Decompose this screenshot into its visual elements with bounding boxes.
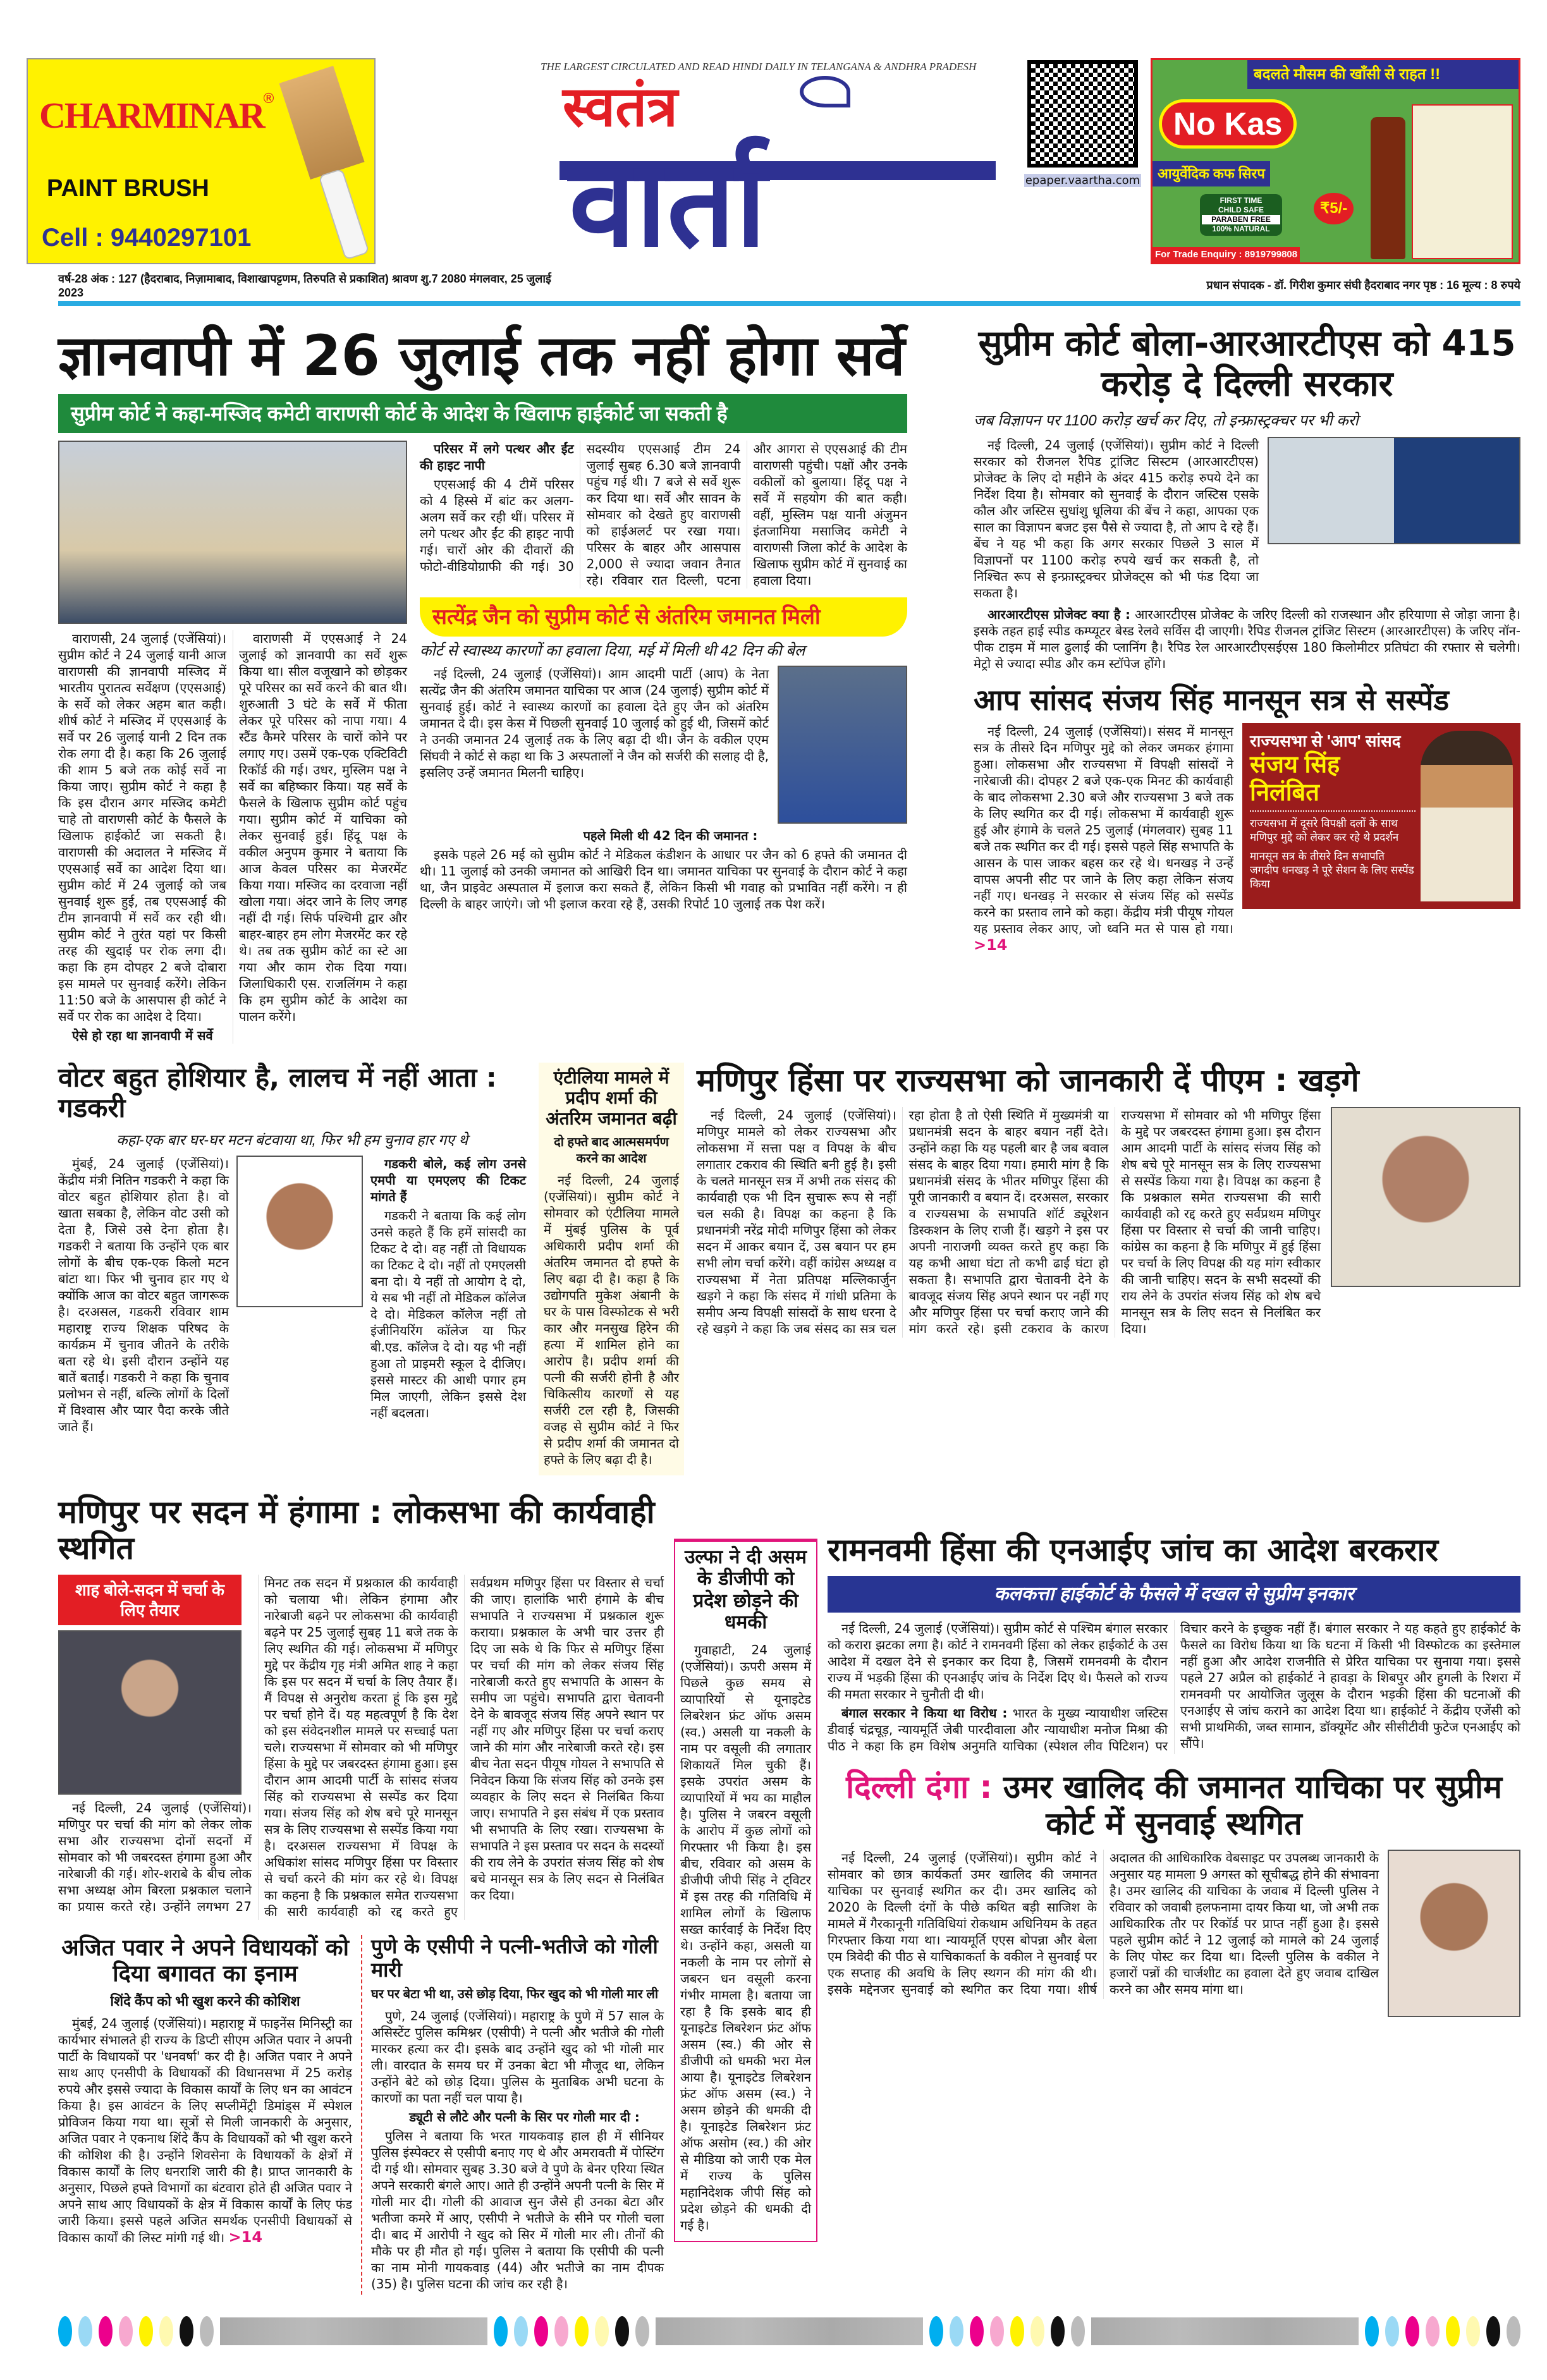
badge: PARABEN FREE [1202, 215, 1280, 224]
gray-strip [656, 2317, 923, 2345]
jain-headline[interactable]: सत्येंद्र जैन को सुप्रीम कोर्ट से अंतरिम जमानत मिली [420, 597, 907, 637]
paragraph: आरआरटीएस प्रोजेक्ट के जरिए दिल्ली को राजस्थान और हरियाणा से जोड़ा जाना है। इसके तहत हाई स्पीड कम्प्यूटर बेस्ड रेलवे सर्विस दी जाएगी। रैपिड रीजनल ट्रांजिट सिस्टम (आरआरटीएस) के जरिए नॉन-पीक टाइम में माल ढुलाई की प्लानिंग है। रैपिड रेल आरआरटीएसईएस 180 किलोमीटर प्रतिघंटा की रफ्तार से चलेगी। मेट्रो से ज्यादा स्पीड और कम स्टॉपेज होंगे। [974, 606, 1520, 671]
color-dot [119, 2316, 133, 2346]
color-dot [99, 2316, 113, 2346]
paragraph: मुंबई, 24 जुलाई (एजेंसियां)। महाराष्ट्र में फाइनेंस मिनिस्ट्री का कार्यभार संभालते ही राज्य के डिप्टी सीएम अजित पवार ने अपनी पार्टी के विधायकों पर 'धनवर्षा' कर दी है। अजित पवार ने अपने साथ आए एनसीपी के विधायकों की विधानसभा में 25 करोड़ रुपये और इससे ज्यादा के विकास कार्यों के लिए धन का आवंटन किया है। इस आवंटन के लिए सप्लीमेंट्री डिमांड्स में स्पेशल प्रोविजन किया गया था। सूत्रों से मिली जानकारी के अनुसार, अजित पवार ने एकनाथ शिंदे कैंप के विधायकों को भी खुश करने की कोशिश की है। उन्होंने शिवसेना के विधायकों के क्षेत्रों में विकास कार्यों के लिए धनराशि जारी की है। प्राप्त जानकारी के अनुसार, पिछले हफ्ते विभागों का बंटवारा होते ही अजित पवार ने अपने साथ आए विधायकों के क्षेत्र में विकास कार्यों के लिए फंड जारी किया। इससे पहले अजित समर्थक एनसीपी विधायकों से विकास कार्यों की लिस्ट मांगी गई थी। [58, 2015, 352, 2245]
masthead [0, 0, 1547, 310]
gadkari-photo [236, 1156, 363, 1307]
column-divider [361, 1935, 362, 2295]
paragraph: पुलिस ने बताया कि भरत गायकवाड़ हाल ही में सीनियर पुलिस इंस्पेक्टर से एसीपी बनाए गए थे और अमरावती में पोस्टिंग दी गई थी। सोमवार सुबह 3.30 बजे वे पुणे के बेनर एरिया स्थित अपने सरकारी बंगले आए। आते ही उन्होंने अपनी पत्नी के सिर में गोली मार दी। गोली की आवाज सुन जैसे ही उनका बेटा और भतीजा कमरे में आए, एसीपी ने भतीजे के सीने पर गोली चला दी। बाद में आरोपी ने खुद को सिर में गोली मार ली। तीनों की मौके पर ही मौत हो गई। पुलिस ने बताया कि एसीपी की पत्नी का नाम मोनी गायकवाड़ (44) और भतीजे का नाम दीपक (35) है। पुलिस घटना की जांच कर रही है। [371, 2128, 664, 2292]
color-dot [970, 2316, 984, 2346]
gadkari-headline[interactable]: वोटर बहुत होशियार है, लालच में नहीं आता : गडकरी [58, 1062, 497, 1124]
dateline-left: वर्ष-28 अंक : 127 (हैदराबाद, निज़ामाबाद, विशाखापट्टणम, तिरुपति से प्रकाशित) श्रावण शु.7 2080 मंगलवार, 25 जुलाई 2023 [58, 272, 551, 299]
subhead: ड्यूटी से लौटे और पत्नी के सिर पर गोली मार दी : [409, 2109, 640, 2125]
umar-body [828, 1850, 1379, 1999]
color-dot [615, 2316, 629, 2346]
aap-box-main: संजय सिंह निलंबित [1250, 751, 1416, 812]
ad-product: PAINT BRUSH [47, 175, 209, 202]
kharge-body [697, 1107, 1321, 1338]
logo-main: वार्ता [569, 137, 767, 271]
left-column-bottom [58, 1494, 664, 2295]
color-dot [950, 2316, 963, 2346]
jain-photo [778, 666, 907, 824]
color-dot [514, 2316, 528, 2346]
antilia-headline[interactable]: एंटीलिया मामले में प्रदीप शर्मा की अंतरिम जमानत बढ़ी [546, 1067, 677, 1129]
color-dot [595, 2316, 609, 2346]
syrup-bottle-icon [1371, 117, 1405, 259]
gyanvapi-body [58, 630, 407, 1044]
ad-trade: For Trade Enquiry : 8919799808 [1153, 247, 1300, 262]
paragraph: मुंबई, 24 जुलाई (एजेंसियां)। केंद्रीय मंत्री नितिन गडकरी ने कहा कि वोटर बहुत होशियार होता है। वो खाता सबका है, लेकिन वोट उसी को देता है, जिसे उसे देना होता है। गडकरी ने बताया कि उन्होंने एक बार लोगों के बीच एक-एक किलो मटन बांटा था। फिर भी चुनाव हार गए थे क्योंकि आज का वोटर बहुत जागरूक है। दरअसल, गडकरी रविवार शाम महाराष्ट्र राज्य शिक्षक परिषद के कार्यक्रम में चुनाव जीतने के तरीके बता रहे थे। इसी दौरान उन्होंने यह बातें बताईं। गडकरी ने कहा कि चुनाव प्रलोभन से नहीं, बल्कि लोगों के दिलों में विश्वास और प्यार पैदा करके जीते जाते हैं। [58, 1156, 229, 1434]
ad-brand: CHARMINAR [39, 95, 264, 136]
pawar-story [58, 1935, 352, 2249]
kharge-story [697, 1063, 1520, 1338]
paragraph: वाराणसी, 24 जुलाई (एजेंसियां)। सुप्रीम कोर्ट ने 24 जुलाई यानी आज वाराणसी की ज्ञानवापी मस्जिद में भारतीय पुरातत्व सर्वेक्षण (एएसआई) के सर्वे को लेकर अहम बात कही। शीर्ष कोर्ट ने मस्जिद में एएसआई के सर्वे पर 26 जुलाई यानी 2 दिन तक रोक लगा दी है। कहा कि 26 जुलाई की शाम 5 बजे तक कोई सर्वे ना किया जाए। सुप्रीम कोर्ट ने कहा है कि इस दौरान अगर मस्जिद कमेटी चाहे तो वाराणसी कोर्ट के फैसले के खिलाफ हाईकोर्ट जा सकती है। वाराणसी की अदालत ने मस्जिद में एएसआई सर्वे का आदेश दिया था। सुप्रीम कोर्ट में 24 जुलाई को जब सुनवाई शुरू हुई, तब एएसआई की टीम ज्ञानवापी में सर्वे कर रही थी। सुप्रीम कोर्ट ने तुरंत यहां पर किसी तरह की खुदाई पर रोक लगा दी। कहा कि हम दोपहर 2 बजे दोबारा इस मामले पर सुनवाई करेंगे। लेकिन 11:50 बजे के आसपास ही कोर्ट ने सर्वे पर रोक का आदेश दे दिया। [58, 631, 226, 1025]
masthead-tagline: THE LARGEST CIRCULATED AND READ HINDI DAILY IN TELANGANA & ANDHRA PRADESH [541, 61, 977, 73]
kharge-photo [1331, 1107, 1520, 1287]
lead-strap: सुप्रीम कोर्ट ने कहा-मस्जिद कमेटी वाराणसी कोर्ट के आदेश के खिलाफ हाईकोर्ट जा सकती है [58, 394, 907, 433]
ad-brand-nokas: No Kas [1159, 99, 1297, 149]
color-dot [1030, 2316, 1044, 2346]
gray-strip [1091, 2317, 1359, 2345]
paragraph: इसके पहले 26 मई को सुप्रीम कोर्ट ने मेडिकल कंडीशन के आधार पर जैन को 6 हफ्ते की जमानत दी थी। 11 जुलाई को उनकी जमानत को आखिरी दिन था। जमानत याचिका पर सुनवाई के दौरान कोर्ट ने कहा था, जैन प्राइवेट अस्पताल में इलाज करा सकते हैं, लेकिन किसी भी गवाह को प्रभावित नहीं करेंगे। न ही दिल्ली के बाहर जाएंगे। जो भी इलाज करवा रहे हैं, उसकी रिपोर्ट 10 जुलाई तक पेश करें। [420, 847, 907, 912]
ad-price: ₹5/- [1314, 193, 1354, 224]
ad-reg: ® [262, 91, 276, 107]
color-dot [494, 2316, 508, 2346]
subhead: ऐसे हो रहा था ज्ञानवापी में सर्वे [72, 1028, 213, 1044]
color-dot [1051, 2316, 1065, 2346]
right-column-top [974, 324, 1520, 956]
jain-strap: कोर्ट से स्वास्थ्य कारणों का हवाला दिया, मई में मिली थी 42 दिन की बेल [420, 642, 805, 660]
sanjay-singh-photo [1421, 731, 1513, 901]
gadkari-story [58, 1063, 526, 1437]
rrts-strap: जब विज्ञापन पर 1100 करोड़ खर्च कर दिए, तो इन्फ्रास्ट्रक्चर पर भी करो [974, 412, 1359, 429]
paragraph: नई दिल्ली, 24 जुलाई (एजेंसियां)। सुप्रीम कोर्ट ने सोमवार को छात्र कार्यकर्ता उमर खालिद की जमानत याचिका पर सुनवाई स्थगित कर दी। उमर खालिद को 2020 के दिल्ली दंगों के पीछे कथित बड़ी साजिश के मामले में गैरकानूनी गतिविधियां रोकथाम अधिनियम के तहत गिरफ्तार किया गया था। न्यायमूर्ति एएस बोपन्ना और बेला एम त्रिवेदी की पीठ से याचिकाकर्ता के वकील ने सुनवाई पर एक सप्ताह की अवधि के लिए स्थगन की मांग की थी। इसके मद्देनजर सुनवाई को स्थगित कर दिया गया। शीर्ष अदालत की आधिकारिक वेबसाइट पर उपलब्ध जानकारी के अनुसार यह मामला 9 अगस्त को सूचीबद्ध होने की संभावना है। उमर खालिद की याचिका के जवाब में दिल्ली पुलिस ने रविवार को जवाबी हलफनामा दायर किया था, जो अभी तक आधिकारिक तौर पर रिकॉर्ड पर प्राप्त नहीं हुआ है। इससे पहले सुप्रीम कोर्ट ने 12 जुलाई को मामले को 24 जुलाई के लिए पोस्ट कर दिया था। दिल्ली पुलिस के वकील ने हजारों पन्नों की चार्जशीट का हवाला देते हुए जवाब दाखिल करने का और समय मांगा था। [828, 1850, 1379, 1998]
lead-story [58, 324, 907, 1044]
paragraph: नई दिल्ली, 24 जुलाई (एजेंसियां)। सुप्रीम कोर्ट ने दिल्ली सरकार को रीजनल रैपिड ट्रांजिट सिस्टम (आरआरटीएस) प्रोजेक्ट के लिए दो महीने के अंदर 415 करोड़ रुपये देने का निर्देश दिया है। सोमवार को सुनवाई के दौरान जस्टिस एसके कौल और जस्टिस सुधांशु धूलिया की बेंच ने कहा, आपका एक साल का विज्ञापन बजट इस पैसे से ज्यादा है, तो आप दे रहे हैं। बेंच ने यह भी कहा कि अगर सरकार पिछले 3 साल में विज्ञापनों पर 1100 करोड़ रुपये खर्च कर सकती है, तो निश्चित रूप से इन्फ्रास्ट्रक्चर प्रोजेक्ट्स को भी फंड दिया जा सकता है। [974, 437, 1259, 601]
ramnavami-headline[interactable]: रामनवमी हिंसा की एनआईए जांच का आदेश बरकरार [828, 1531, 1438, 1568]
color-dot [1010, 2316, 1024, 2346]
ad-phone: Cell : 9440297101 [42, 224, 252, 252]
color-dot [635, 2316, 649, 2346]
continued-link[interactable]: >14 [228, 2228, 263, 2246]
paragraph: गडकरी ने बताया कि कई लोग उनसे कहते हैं कि हमें सांसदी का टिकट दे दो। वह नहीं तो विधायक का टिकट दे दो। नहीं तो एमएलसी बना दो। ये नहीं तो आयोग दे दो, ये सब भी नहीं तो मेडिकल कॉलेज दे दो। मेडिकल कॉलेज नहीं तो इंजीनियरिंग कॉलेज या फिर बी.एड. कॉलेज दे दो। यह भी नहीं हुआ तो प्राइमरी स्कूल दे दीजिए। इससे मास्टर की आधी पगार हम मिल जाएगी, लेकिन इससे देश नहीं बदलता। [370, 1207, 526, 1420]
paragraph: गुवाहाटी, 24 जुलाई (एजेंसियां)। ऊपरी असम में पिछले कुछ समय से व्यापारियों से यूनाइटेड लिबरेशन फ्रंट ऑफ असम (स्व.) असली या नकली के नाम पर वसूली की लगातार शिकायतें मिल चुकी हैं। इसके उपरांत असम के व्यापारियों में भय का माहौल है। पुलिस ने जबरन वसूली के आरोप में कुछ लोगों को गिरफ्तार भी किया है। इस बीच, रविवार को असम के डीजीपी जीपी सिंह ने ट्विटर में इस तरह की गतिविधि में शामिल लोगों के खिलाफ सख्त कार्रवाई के निर्देश दिए थे। उन्होंने कहा, असली या नकली के नाम पर लोगों से जबरन धन वसूली करना गंभीर मामला है। बताया जा रहा है कि इसके बाद ही यूनाइटेड लिबरेशन फ्रंट ऑफ असम (स्व.) की ओर से डीजीपी को धमकी भरा मेल आया है। यूनाइटेड लिबरेशन फ्रंट ऑफ असम (स्व.) ने असम छोड़ने की धमकी दी है। यूनाइटेड लिबरेशन फ्रंट ऑफ असोम (स्व.) की ओर से मीडिया को जारी एक मेल में राज्य के पुलिस महानिदेशक जीपी सिंह को प्रदेश छोड़ने की धमकी दी गई है। [680, 1642, 811, 2233]
registration-color-bar [58, 2314, 1520, 2348]
pawar-body [58, 2015, 352, 2246]
rrts-body [974, 437, 1259, 604]
paragraph: नई दिल्ली, 24 जुलाई (एजेंसियां)। सुप्रीम कोर्ट ने सोमवार को एंटीलिया मामले में मुंबई पुलिस के पूर्व अधिकारी प्रदीप शर्मा की अंतरिम जमानत दो हफ्ते के लिए बढ़ा दी है। कहा है कि उद्योगपति मुकेश अंबानी के घर के पास विस्फोटक से भरी कार और मनसुख हिरेन की हत्या में शामिल होने का आरोप है। प्रदीप शर्मा की पत्नी की सर्जरी होनी है और चिकित्सीय कारणों से यह सर्जरी टल रही है, जिसकी वजह से सुप्रीम कोर्ट ने फिर से प्रदीप शर्मा की जमानत दो हफ्ते के लिए बढ़ा दी है। [544, 1172, 679, 1467]
ramnavami-strap: कलकत्ता हाईकोर्ट के फैसले में दखल से सुप्रीम इनकार [828, 1576, 1520, 1613]
pune-body [371, 2008, 664, 2292]
color-dot [1466, 2316, 1480, 2346]
loksabha-body [58, 1575, 664, 1920]
paragraph: नई दिल्ली, 24 जुलाई (एजेंसियां)। संसद में मानसून सत्र के तीसरे दिन मणिपुर मुद्दे को लेकर जमकर हंगामा हुआ। लोकसभा और राज्यसभा में विपक्षी सांसदों ने नारेबाजी की। दोपहर 2 बजे एक-एक मिनट की कार्यवाही के बाद लोकसभा 2.30 बजे और राज्यसभा 3 बजे तक के लिए स्थगित कर दी गई। लोकसभा में कार्यवाही शुरू हुई और हंगामे के चलते 25 जुलाई (मंगलवार) सुबह 11 बजे तक स्थगित कर दी गई। इससे पहले सिंह सभापति के आसन के पास जाकर बहस कर रहे थे। धनखड़ ने उन्हें वापस अपनी सीट पर जाने के लिए कहा लेकिन संजय नहीं गए। धनखड़ ने सरकार से संजय सिंह को सस्पेंड करने का प्रस्ताव लाने को कहा। केंद्रीय मंत्री पीयूष गोयल यह प्रस्ताव लेकर आए, जो ध्वनि मत से पास हो गया। [974, 723, 1233, 936]
color-dot [1385, 2316, 1399, 2346]
brush-handle-icon [318, 168, 369, 260]
rrts-photo [1268, 437, 1520, 544]
ad-nokas[interactable] [1151, 58, 1520, 264]
color-dot [1365, 2316, 1379, 2346]
color-dot [139, 2316, 153, 2346]
masthead-rule [58, 301, 1520, 306]
umar-headline-text: उमर खालिद की जमानत याचिका पर सुप्रीम कोर्ट में सुनवाई स्थगित [1003, 1769, 1502, 1842]
aap-headline[interactable]: आप सांसद संजय सिंह मानसून सत्र से सस्पेंड [974, 682, 1450, 717]
color-dot [554, 2316, 568, 2346]
paragraph: नई दिल्ली, 24 जुलाई (एजेंसियां)। आम आदमी पार्टी (आप) के नेता सत्येंद्र जैन की अंतरिम जमानत याचिका पर आज (24 जुलाई) सुप्रीम कोर्ट में सुनवाई हुई। कोर्ट ने स्वास्थ्य कारणों का हवाला देते हुए जैन को अंतरिम जमानत दे दी। इस केस में पिछली सुनवाई 10 जुलाई को हुई थी, जिसमें कोर्ट ने उनकी जमानत 24 जुलाई तक के लिए बढ़ा दी थी। जैन के वकील एएम सिंघवी ने कोर्ट से कहा था कि 3 अस्पतालों ने जैन को सर्जरी की सलाह दी है, इसलिए उन्हें जमानत मिलनी चाहिए। [420, 666, 769, 781]
aap-bullet: राज्यसभा में दूसरे विपक्षी दलों के साथ मणिपुर मुद्दे को लेकर कर रहे थे प्रदर्शन [1250, 817, 1399, 844]
paragraph: वाराणसी में एएसआई ने 24 जुलाई को ज्ञानवापी का सर्वे शुरू किया था। सील वजूखाने को छोड़कर पूरे परिसर का सर्वे करने की बात थी। शुरुआती 3 घंटे के सर्वे में फीता लेकर पूरे परिसर को नापा गया। 4 स्टैंड कैमरे परिसर के चारों कोने पर लगाए गए। उसमें एक-एक एक्टिविटी रिकॉर्ड की गई। उधर, मुस्लिम पक्ष ने सर्वे का बहिष्कार किया। यह सर्वे के फैसले के खिलाफ सुप्रीम कोर्ट पहुंच गया। सुप्रीम कोर्ट में याचिका को लेकर सुनवाई हुई। हिंदू पक्ष के वकील अनुपम कुमार ने बताया कि आज केवल परिसर का मेजरमेंट किया गया। मस्जिद का दरवाजा नहीं खोला गया। अंदर जाने के लिए जगह नहीं दी गई। सिर्फ पश्चिमी द्वार और बाहर-बाहर हम लोग मेजरमेंट कर रहे थे। तब तक सुप्रीम कोर्ट का स्टे आ गया और काम रोक दिया गया। जिलाधिकारी एस. राजलिंगम ने कहा कि हम सुप्रीम कोर्ट के आदेश का पालन करेंगे। [239, 631, 407, 1025]
gadkari-strap: कहा-एक बार घर-घर मटन बंटवाया था, फिर भी हम चुनाव हार गए थे [116, 1131, 468, 1148]
ad-headline: बदलते मौसम की खाँसी से राहत !! [1247, 60, 1519, 89]
antilia-box [539, 1063, 684, 1475]
color-dot [1446, 2316, 1460, 2346]
gray-strip [220, 2317, 487, 2345]
paragraph: नई दिल्ली, 24 जुलाई (एजेंसियां)। मणिपुर मामले को लेकर राज्यसभा और लोकसभा में सत्ता पक्ष व विपक्ष के बीच लगातार टकराव की स्थिति बनी हुई है। इसी के चलते मानसून सत्र में अभी तक संसद की कार्यवाही एक भी दिन सुचारू रूप से नहीं चल सकी है। विपक्ष का कहना है कि प्रधानमंत्री नरेंद्र मोदी मणिपुर हिंसा को लेकर सदन में आकर बयान दें, उस बयान पर हम सभी लोग चर्चा करेंगे। वहीं कांग्रेस अध्यक्ष व राज्यसभा में नेता प्रतिपक्ष मल्लिकार्जुन खड़गे ने कहा कि संसद में गांधी प्रतिमा के समीप अन्य विपक्षी सांसदों के साथ धरना दे रहे खड़गे ने कहा कि जब संसद का सत्र चल रहा होता है तो ऐसी स्थिति में मुख्यमंत्री या प्रधानमंत्री सदन के बाहर बयान नहीं देते। उन्होंने कहा कि यह पहली बार है जब बवाल संसद के बाहर दिया गया। हमारी मांग है कि प्रधानमंत्री संसद के भीतर मणिपुर हिंसा की पूरी जानकारी व बयान दें। दरअसल, सरकार व राज्यसभा के सभापति शॉर्ट ड्यूरेशन डिस्कशन के लिए राजी हैं। खड़गे ने इस पर अपनी नाराजगी व्यक्त करते हुए कहा कि यह कभी आधा घंटा तो कभी ढाई घंटा हो सकता है। सभापति द्वारा चेतावनी देने के बावजूद संजय सिंह अपने स्थान पर नहीं गए और मणिपुर हिंसा पर चर्चा कराए जाने की मांग करते रहे। इसी टकराव के कारण राज्यसभा में सोमवार को भी मणिपुर हिंसा के मुद्दे पर जबरदस्त हंगामा हुआ। इस दौरान आम आदमी पार्टी के सांसद संजय सिंह को शेष बचे पूरे मानसून सत्र के लिए राज्यसभा से सस्पेंड किया गया है। विपक्ष का कहना है कि प्रश्नकाल समेत राज्यसभा की सारी कार्यवाही को रद्द करते हुए सर्वप्रथम मणिपुर हिंसा पर विस्तार से चर्चा की जानी चाहिए। कांग्रेस का कहना है कि मणिपुर में हुई हिंसा पर चर्चा के लिए विपक्ष की यह मांग स्वीकार की जानी चाहिए। सदन के सभी सदस्यों की राय लेने के उपरांत संजय सिंह को शेष बचे मानसून सत्र के लिए सदन से निलंबित कर दिया। [697, 1107, 1321, 1336]
subhead: पहले मिली थी 42 दिन की जमानत : [583, 828, 758, 844]
paragraph: भारत के मुख्य न्यायाधीश जस्टिस डीवाई चंद्रचूड़, न्यायमूर्ति जेबी पारदीवाला और न्यायाधीश मनोज मिश्रा की पीठ ने कहा कि हम विशेष अनुमति याचिका (स्पेशल लीव पिटिशन) पर विचार करने के इच्छुक नहीं हैं। बंगाल सरकार ने यह कहते हुए हाईकोर्ट के फैसले का विरोध किया था कि घटना में किसी भी विस्फोटक का इस्तेमाल नहीं हुआ और आदेश राजनीति से प्रेरित याचिका पर सुनाया गया। इससे पहले 27 अप्रैल को हाईकोर्ट ने हावड़ा के शिबपुर और हुगली के रिशरा में रामनवमी पर आयोजित जुलूस के दौरान भड़की हिंसा की घटनाओं की एनआईए से जांच कराने का आदेश दिया था। हाईकोर्ट ने केंद्रीय एजेंसी को सभी प्राथमिकी, जब्त सामान, डॉक्यूमेंट और सीसीटीवी फुटेज एनआईए को सौंपे। [828, 1621, 1520, 1754]
subhead: परिसर में लगे पत्थर और ईंट की हाइट नापी [420, 441, 574, 473]
color-dot [1486, 2316, 1500, 2346]
epaper-link[interactable]: epaper.vaartha.com [1025, 174, 1140, 187]
badge: FIRST TIME [1220, 196, 1263, 205]
aap-bullet: मानसून सत्र के तीसरे दिन सभापति जगदीप धनखड़ ने पूरे सेशन के लिए सस्पेंड किया [1250, 850, 1414, 891]
rrts-body-2 [974, 606, 1520, 672]
rrts-headline[interactable]: सुप्रीम कोर्ट बोला-आरआरटीएस को 415 करोड़ दे दिल्ली सरकार [978, 323, 1516, 405]
paragraph: पुणे, 24 जुलाई (एजेंसियां)। महाराष्ट्र के पुणे में 57 साल के असिस्टेंट पुलिस कमिश्नर (एसीपी) ने पत्नी और भतीजे की गोली मारकर हत्या कर दी। इसके बाद उन्होंने खुद को भी गोली मार ली। वारदात के समय घर में उनका बेटा भी मौजूद था, लेकिन उन्होंने बेटे को छोड़ दिया। पुलिस के मुताबिक अभी घटना के कारणों का पता नहीं चल पाया है। [371, 2008, 664, 2106]
ad-product-nokas: आयुर्वेदिक कफ सिरप [1153, 161, 1270, 186]
color-dot [929, 2316, 943, 2346]
ulfa-headline[interactable]: उल्फा ने दी असम के डीजीपी को प्रदेश छोड़ने की धमकी [684, 1546, 807, 1634]
color-dot [1507, 2316, 1520, 2346]
color-dot [1426, 2316, 1440, 2346]
jain-body-2 [420, 827, 907, 912]
badge: CHILD SAFE [1218, 205, 1264, 214]
umar-headline[interactable] [828, 1769, 1520, 1842]
badge: 100% NATURAL [1212, 224, 1270, 233]
color-dot [78, 2316, 92, 2346]
amit-shah-photo [58, 1630, 242, 1795]
ad-badges [1200, 194, 1282, 236]
paint-brush-icon [279, 66, 364, 180]
dateline-right: प्रधान संपादक - डॉ. गिरीश कुमार संघी हैदराबाद नगर पृष्ठ : 16 मूल्य : 8 रुपये [1206, 279, 1520, 291]
subhead: आरआरटीएस प्रोजेक्ट क्या है : [988, 606, 1131, 622]
color-dot [575, 2316, 589, 2346]
color-dot [990, 2316, 1004, 2346]
umar-khalid-photo [1388, 1850, 1520, 2017]
kharge-headline[interactable]: मणिपुर हिंसा पर राज्यसभा को जानकारी दें पीएम : खड़गे [697, 1062, 1359, 1099]
lead-headline[interactable]: ज्ञानवापी में 26 जुलाई तक नहीं होगा सर्वे [58, 323, 905, 388]
paragraph: एएसआई की 4 टीमें परिसर को 4 हिस्से में बांट कर अलग-अलग सर्वे कर रही थीं। परिसर में लगे पत्थर और ईंट की हाइट नापी गई। चारों ओर की दीवारों की फोटो-वीडियोग्राफी की गई। 30 सदस्यीय एएसआई टीम 24 जुलाई सुबह 6.30 बजे ज्ञानवापी पहुंच गई थी। 7 बजे से सर्वे शुरू कर दिया था। सर्वे और सावन के सोमवार को देखते हुए वाराणसी को हाईअलर्ट पर रखा गया। परिसर के बाहर और आसपास 2,000 से ज्यादा जवान तैनात रहे। रविवार रात दिल्ली, पटना और आगरा से एएसआई की टीम वाराणसी पहुंची। पक्षों और उनके वकीलों को बुलाया। हिंदू पक्ष ने सर्वे में सहयोग की बात कही। वहीं, मुस्लिम पक्ष यानी अंजुमन इंतजामिया मसाजिद कमेटी ने वाराणसी जिला कोर्ट के आदेश के खिलाफ सुप्रीम कोर्ट में सुनवाई का हवाला दिया। [420, 441, 907, 589]
color-dot [159, 2316, 173, 2346]
subhead: बंगाल सरकार ने किया था विरोध : [841, 1706, 1008, 1721]
umar-headline-accent: दिल्ली दंगा : [846, 1769, 993, 1806]
aap-graphic [1242, 723, 1520, 909]
product-box-icon [1412, 104, 1513, 259]
color-dot [58, 2316, 72, 2346]
pune-strap: घर पर बेटा भी था, उसे छोड़ दिया, फिर खुद को भी गोली मार ली [371, 1987, 659, 2002]
aap-body [974, 723, 1233, 956]
gadkari-body-2 [370, 1156, 526, 1424]
ramnavami-body [828, 1620, 1520, 1754]
pawar-strap: शिंदे कैंप को भी खुश करने की कोशिश [110, 1992, 300, 2009]
right-column-bottom [828, 1494, 1520, 2018]
qr-code[interactable] [1027, 60, 1138, 168]
continued-link[interactable]: >14 [974, 936, 1008, 954]
jain-body [420, 666, 769, 783]
gyanvapi-photo [58, 441, 407, 624]
ad-charminar[interactable] [27, 58, 376, 264]
pune-story [371, 1935, 664, 2295]
shah-box: शाह बोले-सदन में चर्चा के लिए तैयार [58, 1575, 242, 1625]
logo-top: स्वतंत्र [563, 75, 678, 138]
color-dot [180, 2316, 193, 2346]
antilia-strap: दो हफ्ते बाद आत्मसमर्पण करने का आदेश [554, 1135, 669, 1166]
aap-box-top: राज्यसभा से 'आप' सांसद [1250, 731, 1401, 750]
color-dot [1405, 2316, 1419, 2346]
gadkari-body [58, 1156, 229, 1437]
dove-logo-icon [800, 76, 850, 107]
loksabha-headline[interactable]: मणिपुर पर सदन में हंगामा : लोकसभा की कार्यवाही स्थगित [58, 1493, 655, 1567]
color-dot [534, 2316, 548, 2346]
color-dot [1071, 2316, 1085, 2346]
gyanvapi-body-right [420, 441, 907, 589]
color-dot [200, 2316, 214, 2346]
pawar-headline[interactable]: अजित पवार ने अपने विधायकों को दिया बगावत का इनाम [61, 1934, 349, 1987]
ulfa-box [674, 1539, 817, 2242]
shah-aside [58, 1575, 242, 1795]
pune-headline[interactable]: पुणे के एसीपी ने पत्नी-भतीजे को गोली मारी [371, 1934, 658, 1982]
paragraph: नई दिल्ली, 24 जुलाई (एजेंसियां)। मणिपुर पर चर्चा की मांग को लेकर लोक सभा और राज्यसभा दोनों सदनों में सोमवार को भी जबरदस्त हंगामा हुआ और नारेबाजी की गई। शोर-शराबे के बीच लोक सभा अध्यक्ष ओम बिरला प्रश्नकाल चलाने का प्रयास करते रहे। उन्होंने लगभग 27 मिनट तक सदन में प्रश्नकाल की कार्यवाही को चलाया भी। लेकिन हंगामा और नारेबाजी बढ़ने पर लोकसभा की कार्यवाही बढ़ने पर 25 जुलाई सुबह 11 बजे तक के लिए स्थगित की गई। लोकसभा में मणिपुर मुद्दे पर केंद्रीय गृह मंत्री अमित शाह ने कहा कि इस पर सदन में चर्चा के लिए तैयार हैं। मैं विपक्ष से अनुरोध करता हूं कि इस मुद्दे पर चर्चा होने दें। यह महत्वपूर्ण है कि देश को इस संवेदनशील मामले पर सच्चाई पता चले। राज्यसभा में सोमवार को भी मणिपुर हिंसा के मुद्दे पर जबरदस्त हंगामा हुआ। इस दौरान आम आदमी पार्टी के सांसद संजय सिंह को राज्यसभा से सस्पेंड कर दिया गया। संजय सिंह को शेष बचे पूरे मानसून सत्र के लिए राज्यसभा से सस्पेंड किया गया है। दरअसल राज्यसभा में विपक्ष के अधिकांश सांसद मणिपुर हिंसा पर विस्तार से चर्चा करने की मांग कर रहे थे। विपक्ष का कहना है कि प्रश्नकाल समेत राज्यसभा की सारी कार्यवाही को रद्द करते हुए सर्वप्रथम मणिपुर हिंसा पर विस्तार से चर्चा की जाए। हालांकि भारी हंगामे के बीच सभापति ने राज्यसभा में प्रश्नकाल शुरू कराया। प्रश्नकाल के अभी चार उत्तर ही दिए जा सके थे कि फिर से मणिपुर हिंसा पर चर्चा की मांग को लेकर संजय सिंह नारेबाजी करते हुए सभापति के आसन के समीप जा पहुंचे। सभापति द्वारा चेतावनी देने के बावजूद संजय सिंह अपने स्थान पर नहीं गए और मणिपुर हिंसा पर चर्चा कराए जाने की मांग और नारेबाजी करते रहे। इस बीच नेता सदन पीयूष गोयल ने सभापति से निवेदन किया कि संजय सिंह को उनके इस व्यवहार के लिए सदन से निलंबित किया जाए। सभापति ने इस संबंध में एक प्रस्ताव भी सभापति के लिए रखा। राज्यसभा के सभापति ने इस प्रस्ताव पर सदन के सदस्यों की राय लेने के उपरांत संजय सिंह को शेष बचे मानसून सत्र के लिए सदन से निलंबित कर दिया। [58, 1575, 664, 1919]
subhead: गडकरी बोले, कई लोग उनसे एमपी या एमएलए की टिकट मांगते हैं [370, 1156, 526, 1204]
paragraph: नई दिल्ली, 24 जुलाई (एजेंसियां)। सुप्रीम कोर्ट से पश्चिम बंगाल सरकार को करारा झटका लगा है। कोर्ट ने रामनवमी हिंसा को लेकर हाईकोर्ट के उस आदेश में दखल देने से इनकार कर दिया है, जिसमें रामनवमी के दौरान राज्य में भड़की हिंसा की एनआईए जांच के निर्देश दिए थे। फैसले को राज्य की ममता सरकार ने चुनौती दी थी। [828, 1621, 1168, 1702]
